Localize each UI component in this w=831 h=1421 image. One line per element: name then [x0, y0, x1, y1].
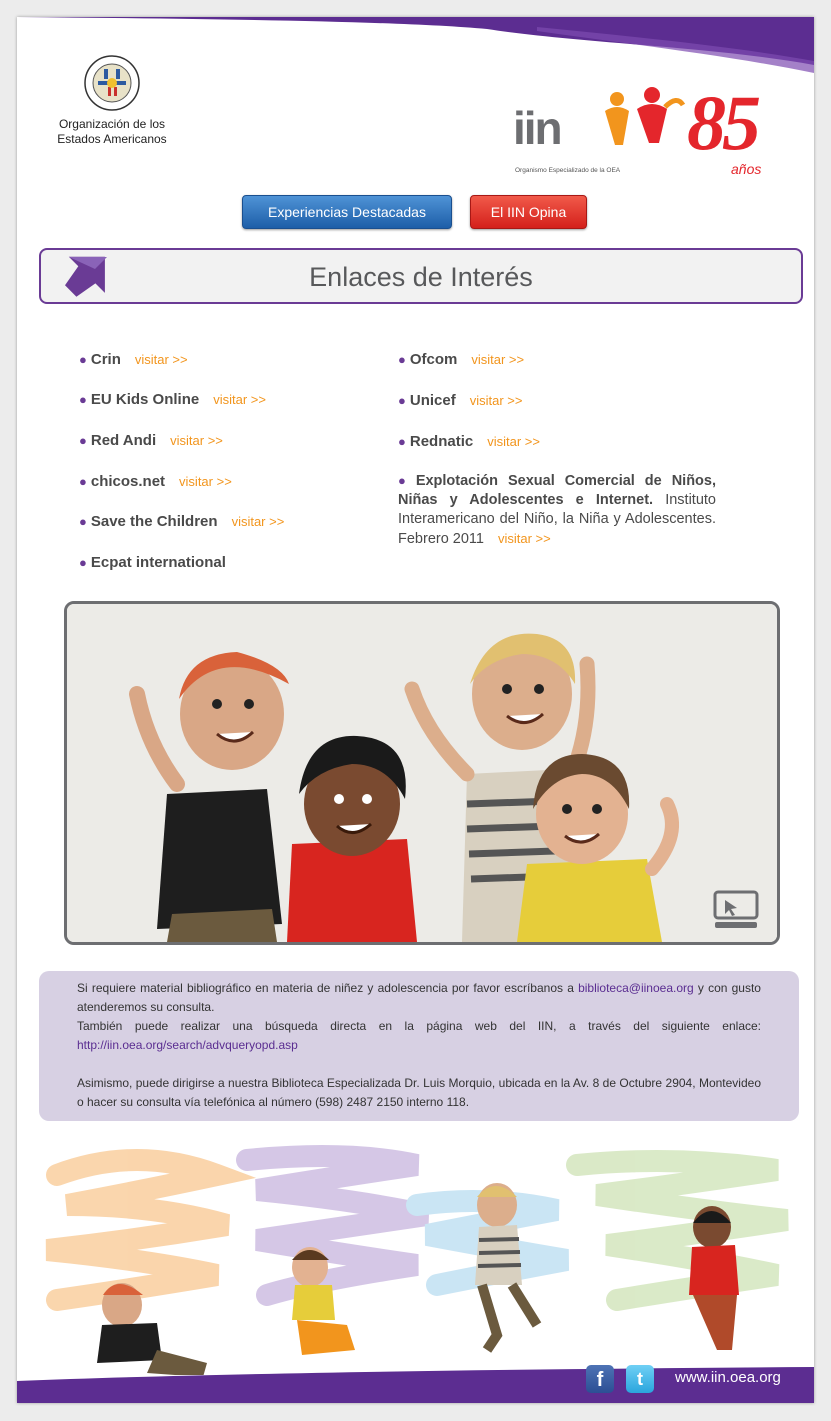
- link-name: Red Andi: [90, 432, 157, 449]
- link-item-ecpat[interactable]: [79, 554, 226, 571]
- featured-document: [398, 471, 716, 549]
- link-item-chicos-net: [79, 473, 232, 490]
- kids-photo-frame: [64, 601, 780, 945]
- bullet-icon: ●: [398, 434, 406, 449]
- link-item-unicef: [398, 392, 522, 409]
- oea-seal-icon: [84, 55, 140, 111]
- visit-link-unicef[interactable]: visitar >>: [469, 393, 523, 408]
- library-info-text: [77, 979, 761, 1112]
- section-header: [39, 248, 803, 304]
- iin-85-logo: [507, 79, 777, 179]
- twitter-icon[interactable]: t: [626, 1365, 654, 1393]
- featured-document-title: Explotación Sexual Comercial de Niños, Niñas y Adolescentes e Internet.: [398, 473, 716, 508]
- visit-link-red-andi[interactable]: visitar >>: [170, 433, 223, 448]
- oea-name: Organización de los Estados Americanos: [57, 117, 167, 146]
- iin-wordmark: iin: [513, 102, 561, 154]
- bullet-icon: ●: [79, 352, 87, 367]
- link-name: EU Kids Online: [90, 391, 200, 408]
- iin-opina-button[interactable]: El IIN Opina: [470, 195, 587, 229]
- link-name: chicos.net: [90, 473, 166, 490]
- search-url-link[interactable]: http://iin.oea.org/search/advqueryopd.asp: [77, 1038, 298, 1052]
- visit-link-featured-document[interactable]: visitar >>: [497, 531, 551, 546]
- link-name: Ofcom: [409, 351, 458, 368]
- bullet-icon: ●: [79, 392, 87, 407]
- featured-document-detail: Instituto Interamericano del Niño, la Niña y Adolescentes. Febrero 2011: [398, 492, 716, 547]
- visit-link-ofcom[interactable]: visitar >>: [471, 352, 525, 367]
- anniversary-number: 85: [687, 79, 757, 166]
- link-item-red-andi: [79, 432, 223, 449]
- clay-kids-illustration: [67, 604, 777, 942]
- info-text-span: También puede realizar una búsqueda directa en la página web del IIN, a través del siguiente enlace:: [77, 1019, 761, 1033]
- info-paragraph-3: Asimismo, puede dirigirse a nuestra Biblioteca Especializada Dr. Luis Morquio, ubicada en la Av. 8 de Octubre 2904, Montevideo o hacer su consulta vía telefónica al número (598) 2487 2150 interno 118.: [77, 1076, 761, 1109]
- info-text-span: Si requiere material bibliográfico en materia de niñez y adolescencia por favor escríbanos a: [77, 981, 579, 995]
- library-email-link[interactable]: biblioteca@iinoea.org: [578, 981, 694, 995]
- link-name: Crin: [90, 351, 121, 368]
- children-figures-icon: [597, 85, 687, 155]
- link-name: Save the Children: [90, 513, 218, 530]
- library-info-box: [39, 971, 799, 1121]
- bullet-icon: ●: [79, 555, 87, 570]
- link-item-ofcom: [398, 351, 524, 368]
- bullet-icon: ●: [79, 474, 87, 489]
- computer-screen-icon: [713, 890, 759, 930]
- visit-link-save-the-children[interactable]: visitar >>: [231, 514, 285, 529]
- bullet-icon: ●: [398, 393, 406, 408]
- link-name: Unicef: [409, 392, 456, 409]
- visit-link-crin[interactable]: visitar >>: [134, 352, 188, 367]
- info-paragraph-1: [77, 979, 761, 1017]
- visit-link-eu-kids-online[interactable]: visitar >>: [213, 392, 266, 407]
- link-item-eu-kids-online: [79, 391, 266, 408]
- bottom-kids-illustration: [17, 1135, 814, 1375]
- oea-logo: [47, 55, 177, 147]
- visit-link-rednatic[interactable]: visitar >>: [487, 434, 540, 449]
- bullet-icon: ●: [79, 514, 87, 529]
- link-item-crin: [79, 351, 188, 368]
- info-text-span: y con gusto atenderemos su consulta.: [77, 981, 761, 1014]
- bullet-icon: ●: [398, 352, 406, 367]
- link-name: Ecpat international: [90, 554, 226, 571]
- newsletter-card: [17, 17, 814, 1403]
- anniversary-suffix: años: [731, 161, 762, 177]
- site-url-link[interactable]: www.iin.oea.org: [675, 1369, 781, 1386]
- experiencias-destacadas-button[interactable]: Experiencias Destacadas: [242, 195, 452, 229]
- visit-link-chicos-net[interactable]: visitar >>: [179, 474, 232, 489]
- link-item-save-the-children: [79, 513, 284, 530]
- link-item-rednatic: [398, 433, 540, 450]
- bullet-icon: ●: [398, 473, 412, 488]
- link-name: Rednatic: [409, 433, 474, 450]
- iin-subtitle: Organismo Especializado de la OEA: [515, 167, 621, 174]
- facebook-icon[interactable]: f: [586, 1365, 614, 1393]
- info-paragraph-2: [77, 1017, 761, 1055]
- section-title: Enlaces de Interés: [309, 262, 533, 292]
- bullet-icon: ●: [79, 433, 87, 448]
